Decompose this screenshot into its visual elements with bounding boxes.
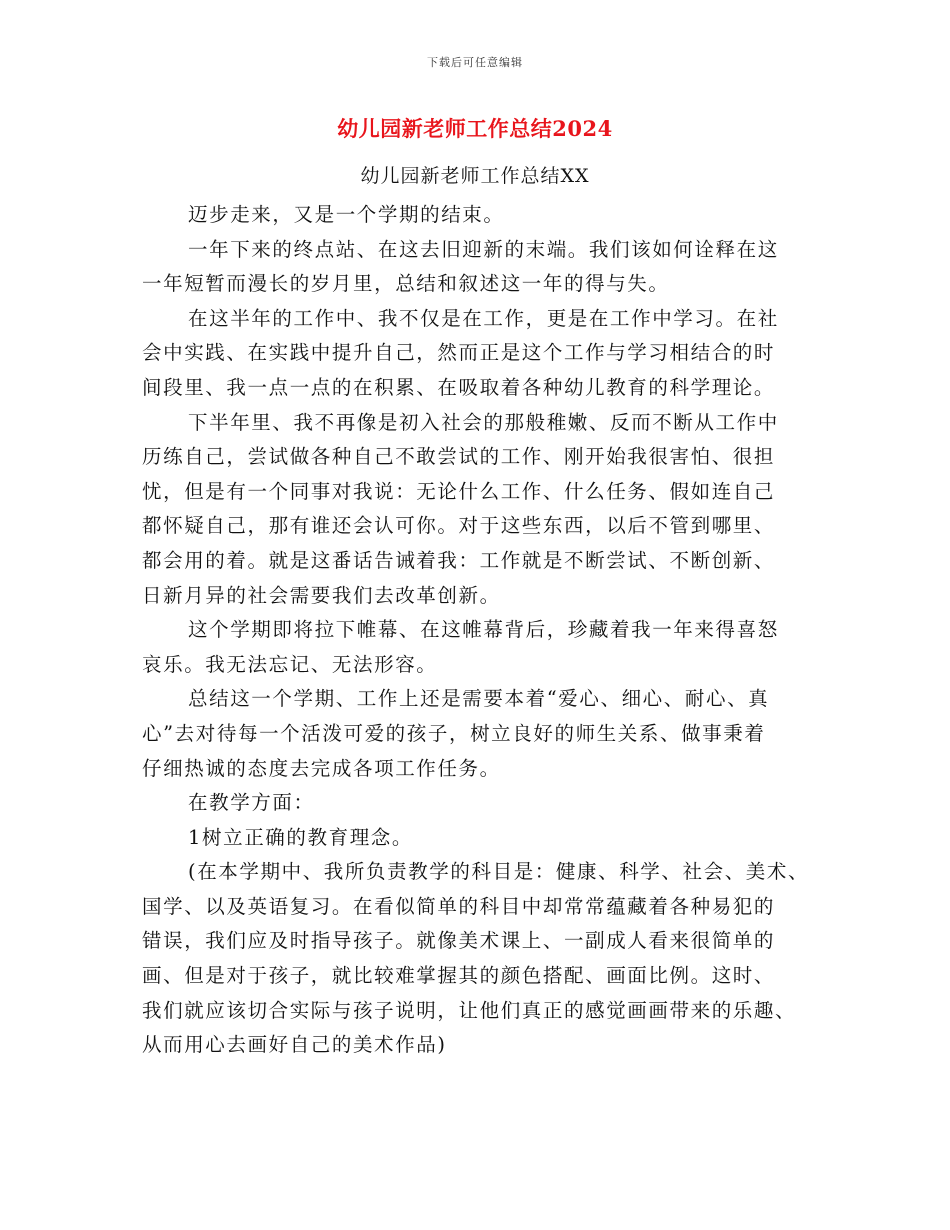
text-line: 在这半年的工作中、我不仅是在工作，更是在工作中学习。在社 xyxy=(188,306,779,330)
text-line: 都怀疑自己，那有谁还会认可你。对于这些东西，以后不管到哪里、 xyxy=(142,514,776,538)
text-line: 都会用的着。就是这番话告诫着我：工作就是不断尝试、不断创新、 xyxy=(142,548,776,572)
text-line: 仔细热诚的态度去完成各项工作任务。 xyxy=(142,756,501,780)
text-line: 错误，我们应及时指导孩子。就像美术课上、一副成人看来很简单的 xyxy=(142,929,776,953)
text-line: 国学、以及英语复习。在看似简单的科目中却常常蕴藏着各种易犯的 xyxy=(142,894,776,918)
text-line: 一年下来的终点站、在这去旧迎新的末端。我们该如何诠释在这 xyxy=(188,237,779,261)
text-line: 日新月异的社会需要我们去改革创新。 xyxy=(142,583,501,607)
text-line: 在教学方面： xyxy=(188,791,315,815)
text-line: 忧，但是有一个同事对我说：无论什么工作、什么任务、假如连自己 xyxy=(142,479,776,503)
text-line: 总结这一个学期、工作上还是需要本着“爱心、细心、耐心、真 xyxy=(188,687,770,711)
document-subtitle: 幼儿园新老师工作总结XX xyxy=(360,165,590,187)
text-line: 下半年里、我不再像是初入社会的那般稚嫩、反而不断从工作中 xyxy=(188,410,779,434)
document-title: 幼儿园新老师工作总结2024 xyxy=(337,116,613,141)
text-line: 历练自己，尝试做各种自己不敢尝试的工作、刚开始我很害怕、很担 xyxy=(142,445,776,469)
document-body xyxy=(142,198,830,1063)
text-line: 会中实践、在实践中提升自己，然而正是这个工作与学习相结合的时 xyxy=(142,341,776,365)
text-line: 1树立正确的教育理念。 xyxy=(188,825,414,849)
text-line: 从而用心去画好自己的美术作品) xyxy=(142,1033,447,1057)
text-line: 这个学期即将拉下帷幕、在这帷幕背后，珍藏着我一年来得喜怒 xyxy=(188,618,779,642)
text-line: 间段里、我一点一点的在积累、在吸取着各种幼儿教育的科学理论。 xyxy=(142,375,776,399)
text-line: 画、但是对于孩子，就比较难掌握其的颜色搭配、画面比例。这时、 xyxy=(142,964,776,988)
text-line: 哀乐。我无法忘记、无法形容。 xyxy=(142,652,438,676)
text-line: 一年短暂而漫长的岁月里，总结和叙述这一年的得与失。 xyxy=(142,272,670,296)
text-line: 迈步走来，又是一个学期的结束。 xyxy=(188,203,505,226)
text-line: 心”去对待每一个活泼可爱的孩子，树立良好的师生关系、做事秉着 xyxy=(142,721,766,745)
text-line: (在本学期中、我所负责教学的科目是：健康、科学、社会、美术、 xyxy=(188,860,810,884)
text-line: 我们就应该切合实际与孩子说明，让他们真正的感觉画画带来的乐趣、 xyxy=(142,998,797,1022)
header-note: 下载后可任意编辑 xyxy=(427,56,523,69)
